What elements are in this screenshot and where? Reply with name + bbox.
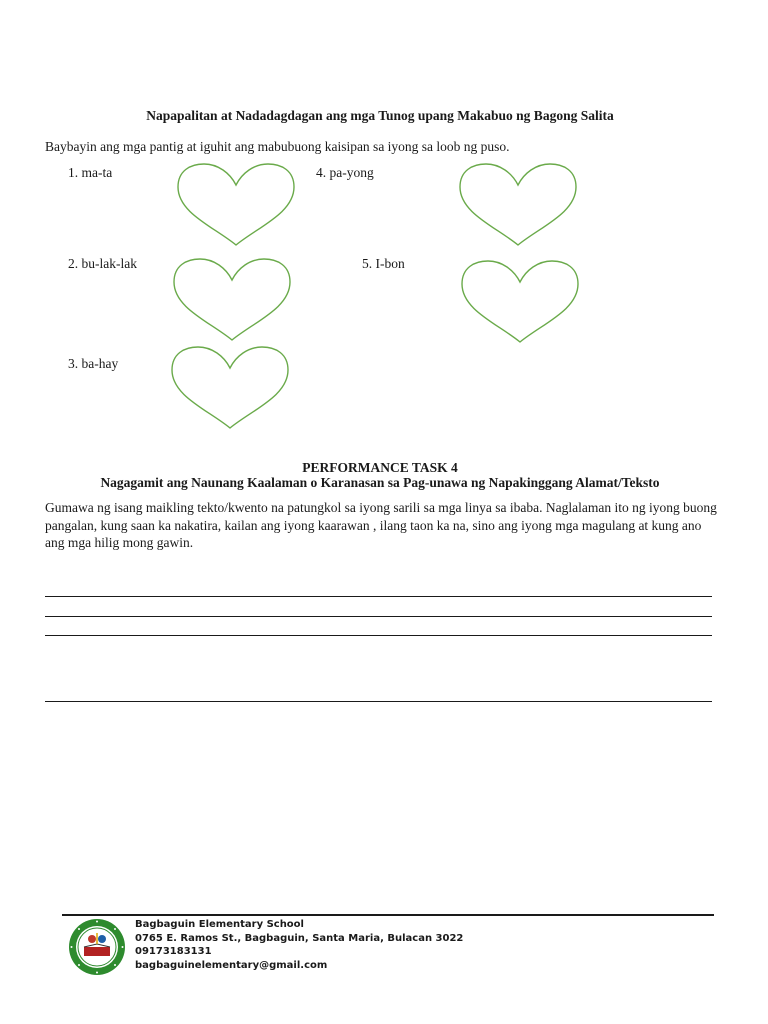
heart-outline-2[interactable] (170, 256, 294, 344)
heart-outline-4[interactable] (456, 161, 580, 249)
school-phone: 09173183131 (135, 946, 212, 957)
school-address: 0765 E. Ramos St., Bagbaguin, Santa Maria, Bulacan 3022 (135, 932, 464, 944)
writing-line-4[interactable] (45, 701, 712, 702)
writing-line-2[interactable] (45, 616, 712, 617)
writing-line-3[interactable] (45, 635, 712, 636)
item-3-label: 3. ba-hay (68, 356, 119, 371)
school-email[interactable]: bagbaguinelementary@gmail.com (135, 959, 328, 971)
footer-divider (62, 914, 714, 916)
heart-outline-5[interactable] (458, 258, 582, 346)
school-info (135, 918, 463, 972)
item-4-label: 4. pa-yong (316, 165, 374, 180)
task-instructions: Gumawa ng isang maikling tekto/kwento na patungkol sa iyong sarili sa mga linya sa ibaba. Naglalaman ito ng iyong buong pangalan, kung saan ka nakatira, kailan ang iyong kaarawan , ilang taon ka na, sino ang iyong mga magulang at kung ano ang mga hilig mong gawin. (45, 500, 717, 550)
item-1-label: 1. ma-ta (68, 165, 113, 180)
heart-outline-3[interactable] (168, 344, 292, 432)
instruction-text: Baybayin ang mga pantig at iguhit ang mabubuong kaisipan sa iyong sa loob ng puso. (45, 139, 510, 154)
task-heading: PERFORMANCE TASK 4 (302, 460, 458, 475)
task-subheading: Nagagamit ang Naunang Kaalaman o Karanasan sa Pag-unawa ng Napakinggang Alamat/Teksto (100, 475, 660, 490)
school-name: Bagbaguin Elementary School (135, 919, 304, 930)
item-2-label: 2. bu-lak-lak (68, 256, 137, 271)
school-seal-logo (62, 917, 132, 977)
item-5-label: 5. I-bon (362, 256, 405, 271)
heart-outline-1[interactable] (174, 161, 298, 249)
writing-line-1[interactable] (45, 596, 712, 597)
worksheet-title: Napapalitan at Nadadagdagan ang mga Tunog upang Makabuo ng Bagong Salita (146, 108, 614, 123)
